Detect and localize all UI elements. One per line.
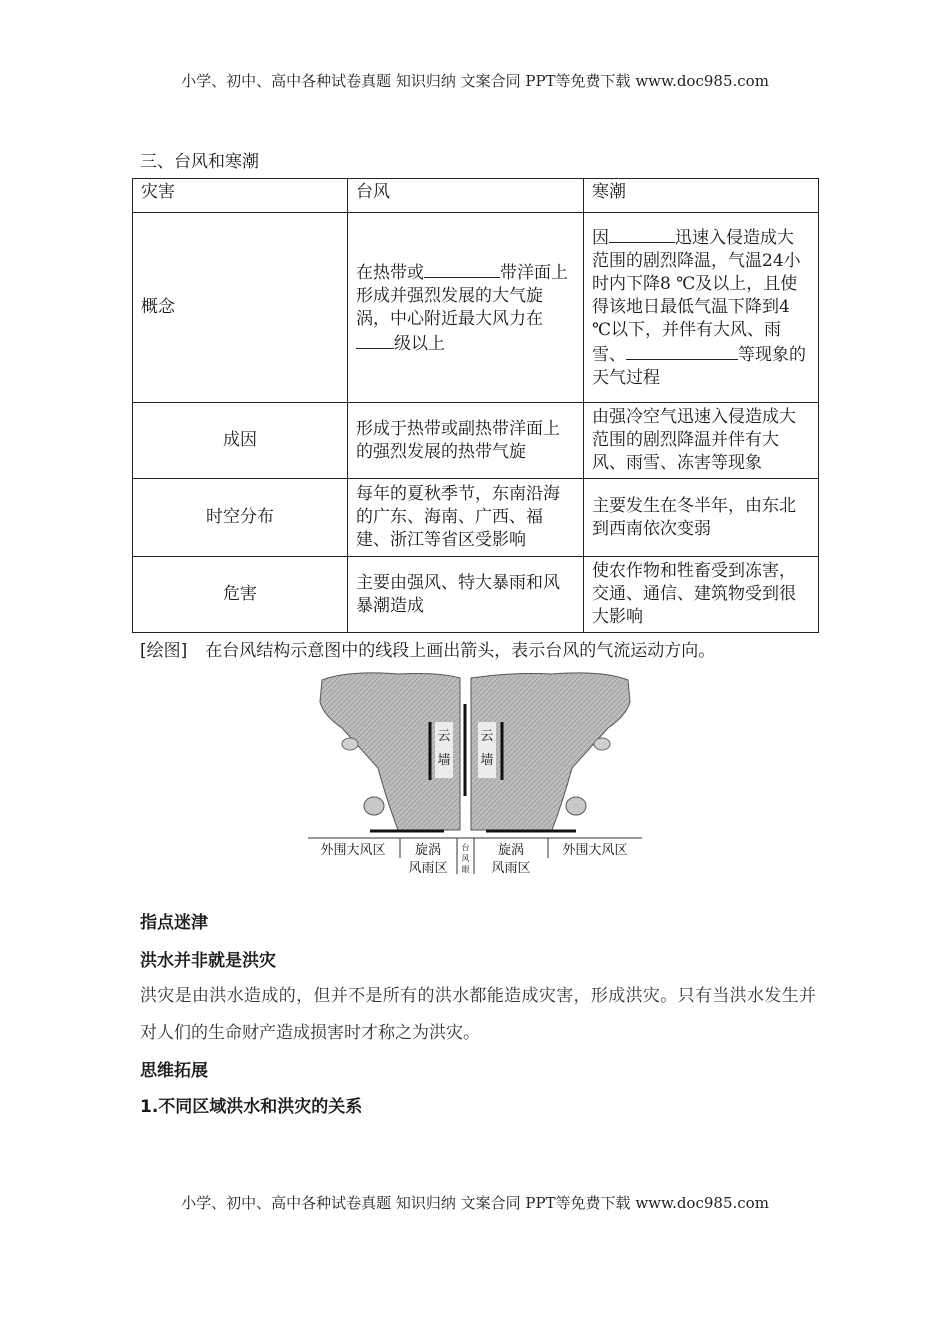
cell-text: 带洋面上形成并强烈发展的大气旋涡，中心附近最大风力在 <box>356 262 568 329</box>
drawing-instruction <box>140 636 715 661</box>
small-cloud <box>594 738 610 750</box>
typhoon-structure-diagram <box>308 668 642 880</box>
table-cell: 每年的夏秋季节，东南沿海的广东、海南、广西、福建、浙江等省区受影响 <box>348 479 584 557</box>
disaster-table <box>132 178 819 633</box>
table-row-cause <box>133 403 819 479</box>
label-line: 风雨区 <box>491 861 531 876</box>
table-cell: 主要发生在冬半年，由东北到西南依次变弱 <box>584 479 819 557</box>
drawing-tag: [绘图] <box>140 641 188 661</box>
row-label: 成因 <box>133 403 348 479</box>
table-row-harm <box>133 557 819 633</box>
cloud-wall-label-right: 云墙 <box>480 729 494 768</box>
table-row-distribution <box>133 479 819 557</box>
wall-char: 云 <box>437 729 451 744</box>
row-label: 时空分布 <box>133 479 348 557</box>
cell-text: 迅速入侵造成大范围的剧烈降温，气温24小时内下降8 ℃及以上，且使得该地日最低气温下降到4 ℃以下，并伴有大风、雨雪、 <box>592 228 801 365</box>
typhoon-eye-label: 台风眼 <box>461 843 470 874</box>
table-cell: 形成于热带或副热带洋面上的强烈发展的热带气旋 <box>348 403 584 479</box>
tips-title: 洪水并非就是洪灾 <box>140 951 276 971</box>
cell-text: 在热带或 <box>356 262 424 283</box>
label-line: 旋涡 <box>497 843 525 858</box>
header-cell: 灾害 <box>133 179 348 213</box>
table-cell: 由强冷空气迅速入侵造成大范围的剧烈降温并伴有大风、雨雪、冻害等现象 <box>584 403 819 479</box>
table-row-concept <box>133 213 819 403</box>
wall-char: 云 <box>480 729 494 744</box>
row-label: 危害 <box>133 557 348 633</box>
cell-text: 因 <box>592 228 609 248</box>
page-header: 小学、初中、高中各种试卷真题 知识归纳 文案合同 PPT等免费下载 www.doc985.com <box>181 72 769 90</box>
vortex-rain-zone-left <box>408 843 447 876</box>
fill-blank[interactable] <box>609 225 675 243</box>
header-cell: 寒潮 <box>584 179 819 213</box>
table-cell: 主要由强风、特大暴雨和风暴潮造成 <box>348 557 584 633</box>
cell-text: 等现象的天气过程 <box>592 345 806 388</box>
fill-blank[interactable] <box>356 331 394 349</box>
table-header-row <box>133 179 819 213</box>
small-cloud <box>566 797 586 815</box>
cold-concept-cell <box>584 213 819 403</box>
fill-blank[interactable] <box>424 260 500 278</box>
label-line: 风雨区 <box>408 861 448 876</box>
tips-body: 洪灾是由洪水造成的，但并不是所有的洪水都能造成灾害，形成洪灾。只有当洪水发生并对人们的生命财产造成损害时才称之为洪灾。 <box>140 986 816 1043</box>
extension-item-1: 1.不同区域洪水和洪灾的关系 <box>140 1097 363 1117</box>
outer-wind-zone-right: 外围大风区 <box>562 843 628 858</box>
small-cloud <box>342 738 358 750</box>
tips-heading: 指点迷津 <box>140 913 208 933</box>
typhoon-concept-cell <box>348 213 584 403</box>
cloud-wall-label-left: 云墙 <box>437 729 451 768</box>
outer-wind-zone-left: 外围大风区 <box>320 843 386 858</box>
header-cell: 台风 <box>348 179 584 213</box>
small-cloud <box>364 797 384 815</box>
vortex-rain-zone-right <box>491 843 530 876</box>
label-line: 旋涡 <box>414 843 442 858</box>
table-cell: 使农作物和牲畜受到冻害，交通、通信、建筑物受到很大影响 <box>584 557 819 633</box>
cell-text: 级以上 <box>394 333 445 354</box>
fill-blank[interactable] <box>626 342 738 360</box>
drawing-text: 在台风结构示意图中的线段上画出箭头，表示台风的气流运动方向。 <box>205 641 716 661</box>
section-title: 三、台风和寒潮 <box>140 152 259 172</box>
extension-heading: 思维拓展 <box>140 1061 208 1081</box>
page-footer: 小学、初中、高中各种试卷真题 知识归纳 文案合同 PPT等免费下载 www.doc985.com <box>181 1194 769 1212</box>
row-label: 概念 <box>133 213 348 403</box>
